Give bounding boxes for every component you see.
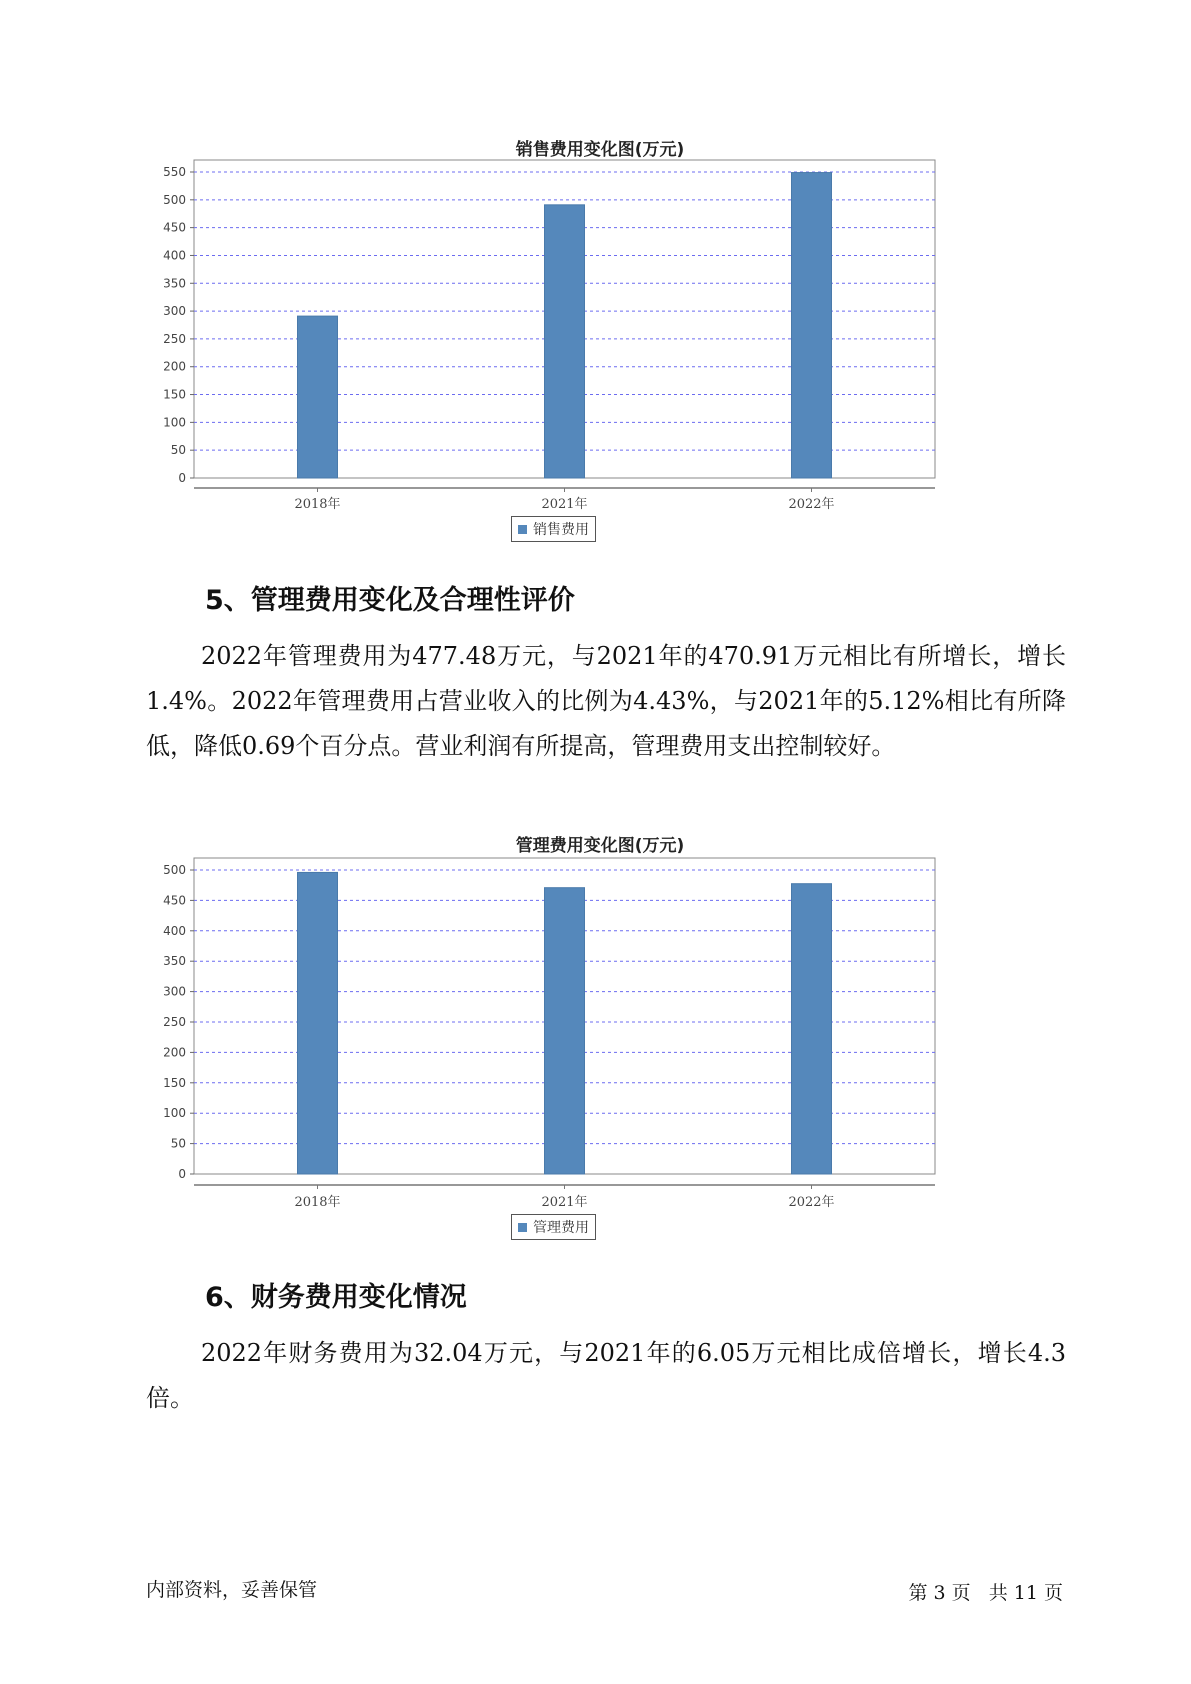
bar <box>545 888 585 1174</box>
legend-swatch <box>518 525 527 534</box>
x-tick-label: 2018年 <box>294 1195 341 1210</box>
section-paragraph-5: 2022年管理费用为477.48万元，与2021年的470.91万元相比有所增长，增长1.4%。2022年管理费用占营业收入的比例为4.43%，与2021年的5.12%相比有所降低，降低0.69个百分点。营业利润有所提高，管理费用支出控制较好。 <box>146 642 1066 760</box>
y-tick-label: 100 <box>163 1106 186 1121</box>
y-tick-label: 350 <box>163 954 186 969</box>
y-tick-label: 150 <box>163 1075 186 1090</box>
y-tick-label: 250 <box>163 331 186 346</box>
bar <box>298 316 338 478</box>
section-heading-6: 6、财务费用变化情况 <box>205 1282 467 1313</box>
footer-page-number: 第 3 页 共 11 页 <box>908 1582 1063 1604</box>
legend-label: 管理费用 <box>533 1220 589 1236</box>
y-tick-label: 300 <box>163 304 186 319</box>
y-tick-label: 200 <box>163 1045 186 1060</box>
chart-title: 管理费用变化图(万元) <box>515 836 685 856</box>
x-tick-label: 2021年 <box>541 1195 588 1210</box>
y-tick-label: 50 <box>170 443 186 458</box>
section-paragraph-6: 2022年财务费用为32.04万元，与2021年的6.05万元相比成倍增长，增长4.3倍。 <box>146 1339 1066 1412</box>
y-tick-label: 150 <box>163 387 186 402</box>
bar <box>545 205 585 478</box>
sales-expense-chart <box>140 130 1060 550</box>
x-tick-label: 2022年 <box>788 497 835 512</box>
chart-svg <box>140 130 1060 550</box>
y-tick-label: 550 <box>163 165 186 179</box>
bar <box>792 884 832 1174</box>
y-tick-label: 450 <box>163 893 186 908</box>
x-tick-label: 2022年 <box>788 1195 835 1210</box>
chart-svg <box>140 828 1060 1248</box>
y-tick-label: 500 <box>163 863 186 877</box>
admin-expense-chart <box>140 828 1060 1248</box>
legend-label: 销售费用 <box>533 522 589 538</box>
y-tick-label: 50 <box>170 1136 186 1151</box>
x-tick-label: 2021年 <box>541 497 588 512</box>
section-heading-5: 5、管理费用变化及合理性评价 <box>205 585 575 616</box>
y-tick-label: 450 <box>163 220 186 235</box>
y-tick-label: 400 <box>163 248 186 263</box>
y-tick-label: 100 <box>163 415 186 430</box>
y-tick-label: 200 <box>163 359 186 374</box>
legend-swatch <box>518 1223 527 1232</box>
footer-confidential-note: 内部资料，妥善保管 <box>146 1579 318 1601</box>
bar <box>298 872 338 1174</box>
y-tick-label: 400 <box>163 923 186 938</box>
y-tick-label: 350 <box>163 276 186 291</box>
bar <box>792 173 832 478</box>
y-tick-label: 0 <box>178 1167 186 1181</box>
y-tick-label: 300 <box>163 984 186 999</box>
chart-legend <box>511 1214 596 1240</box>
y-tick-label: 0 <box>178 471 186 485</box>
chart-legend <box>511 516 596 542</box>
y-tick-label: 500 <box>163 192 186 207</box>
x-tick-label: 2018年 <box>294 497 341 512</box>
y-tick-label: 250 <box>163 1015 186 1029</box>
chart-title: 销售费用变化图(万元) <box>515 140 685 160</box>
